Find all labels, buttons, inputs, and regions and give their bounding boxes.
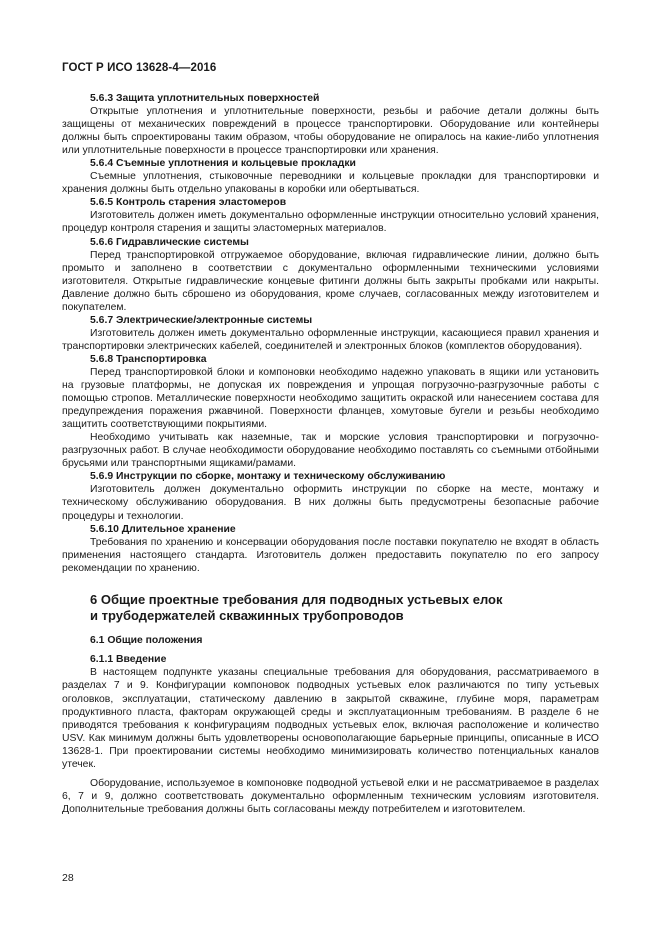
paragraph: Изготовитель должен иметь документально оформленные инструкции, касающиеся правил хранения и транспортировки электрических кабелей, соединителей и электронных блоков (комплектов оборудования). (62, 327, 599, 352)
paragraph: Требования по хранению и консервации оборудования после поставки покупателю не входят в область применения настоящего стандарта. Изготовитель должен предоставить покупателю по его запросу рекомендации по хранению. (62, 536, 599, 574)
section-heading: 5.6.6 Гидравлические системы (90, 236, 249, 248)
paragraph: Изготовитель должен иметь документально оформленные инструкции относительно условий хранения, процедур контроля старения и защиты эластомерных материалов. (62, 210, 599, 235)
section-heading: 5.6.5 Контроль старения эластомеров (90, 197, 287, 209)
section-heading: 6.1 Общие положения (90, 635, 203, 647)
chapter-title: и трубодержателей скважинных трубопроводов (90, 608, 404, 624)
paragraph: Необходимо учитывать как наземные, так и морские условия транспортировки и погрузочно-разгрузочных работ. В случае необходимости оборудование необходимо поставлять со съемными отбойными брусьями или транспортными ящиками/рамами. (62, 432, 599, 470)
paragraph: Оборудование, используемое в компоновке подводной устьевой елки и не рассматриваемое в разделах 6, 7 и 9, должно соответствовать документально оформленным техническим условиям изготовителя. Дополнительные требования должны быть согласованы между потребителем и изготовителем. (62, 777, 599, 815)
spacer (62, 624, 599, 634)
paragraph: Перед транспортировкой блоки и компоновки необходимо надежно упаковать в ящики или установить на грузовые платформы, не допуская их повреждения и упрощая погрузочно-разгрузочные работы с помощью стропов. Металлические поверхности необходимо защитить окраской или нанесением состава для предупреждения поражения ржавчиной. Поверхности фланцев, хомутовые бугели и резьбы необходимо защитить соответствующими покрытиями. (62, 366, 599, 431)
document-body (62, 92, 599, 816)
page-number: 28 (62, 872, 74, 884)
paragraph: Перед транспортировкой отгружаемое оборудование, включая гидравлические линии, должно быть промыто и заполнено в соответствии с документально оформленными техническими условиями изготовителя. Открытые гидравлические концевые фитинги должны быть закрыты пробками или накрыты. Давление должно быть сброшено из оборудования, кроме случаев, согласованных между изготовителем и покупателем. (62, 249, 599, 313)
chapter-title: 6 Общие проектные требования для подводных устьевых елок (90, 591, 503, 607)
section-heading: 6.1.1 Введение (90, 654, 167, 666)
section-heading: 5.6.8 Транспортировка (90, 353, 207, 365)
section-heading: 5.6.4 Съемные уплотнения и кольцевые прокладки (90, 158, 356, 170)
paragraph: Съемные уплотнения, стыковочные переводники и кольцевые прокладки для транспортировки и хранения должны быть отдельно упакованы в коробки или обертываться. (62, 171, 599, 196)
section-heading: 5.6.7 Электрические/электронные системы (90, 314, 313, 326)
paragraph: Изготовитель должен документально оформить инструкции по сборке на месте, монтажу и техническому обслуживанию оборудования. В них должны быть предусмотрены безопасные рабочие процедуры и технологии. (62, 484, 599, 522)
spacer (62, 575, 599, 592)
paragraph: Открытые уплотнения и уплотнительные поверхности, резьбы и рабочие детали должны быть защищены от механических повреждений в процессе транспортировки. Оборудование или контейнеры должны быть спроектированы таким образом, чтобы оборудование не опиралось на какие-либо уплотнения или уплотнительные поверхности в процессе транспортировки или хранения. (62, 106, 599, 157)
section-heading: 5.6.3 Защита уплотнительных поверхностей (90, 93, 320, 104)
section-heading: 5.6.9 Инструкции по сборке, монтажу и техническому обслуживанию (90, 471, 446, 483)
paragraph: В настоящем подпункте указаны специальные требования для оборудования, рассматриваемого в разделах 7 и 9. Конфигурации компоновок подводных устьевых елок различаются по типу устьевых оголовков, эксплуатации, статическому давлению в закрытой скважине, глубине моря, параметрам продуктивного пласта, факторам окружающей среды и эксплуатационным требованиям. В разделе 6 не приводятся требования к конфигурациям подводных устьевых елок, включая расположение и количество USV. Как минимум должны быть удовлетворены основополагающие барьерные принципы, описанные в ИСО 13628-1. При проектировании системы необходимо минимизировать количество потенциальных каналов утечек. (62, 667, 599, 770)
section-heading: 5.6.10 Длительное хранение (90, 523, 236, 535)
document-header: ГОСТ Р ИСО 13628-4—2016 (62, 62, 217, 74)
